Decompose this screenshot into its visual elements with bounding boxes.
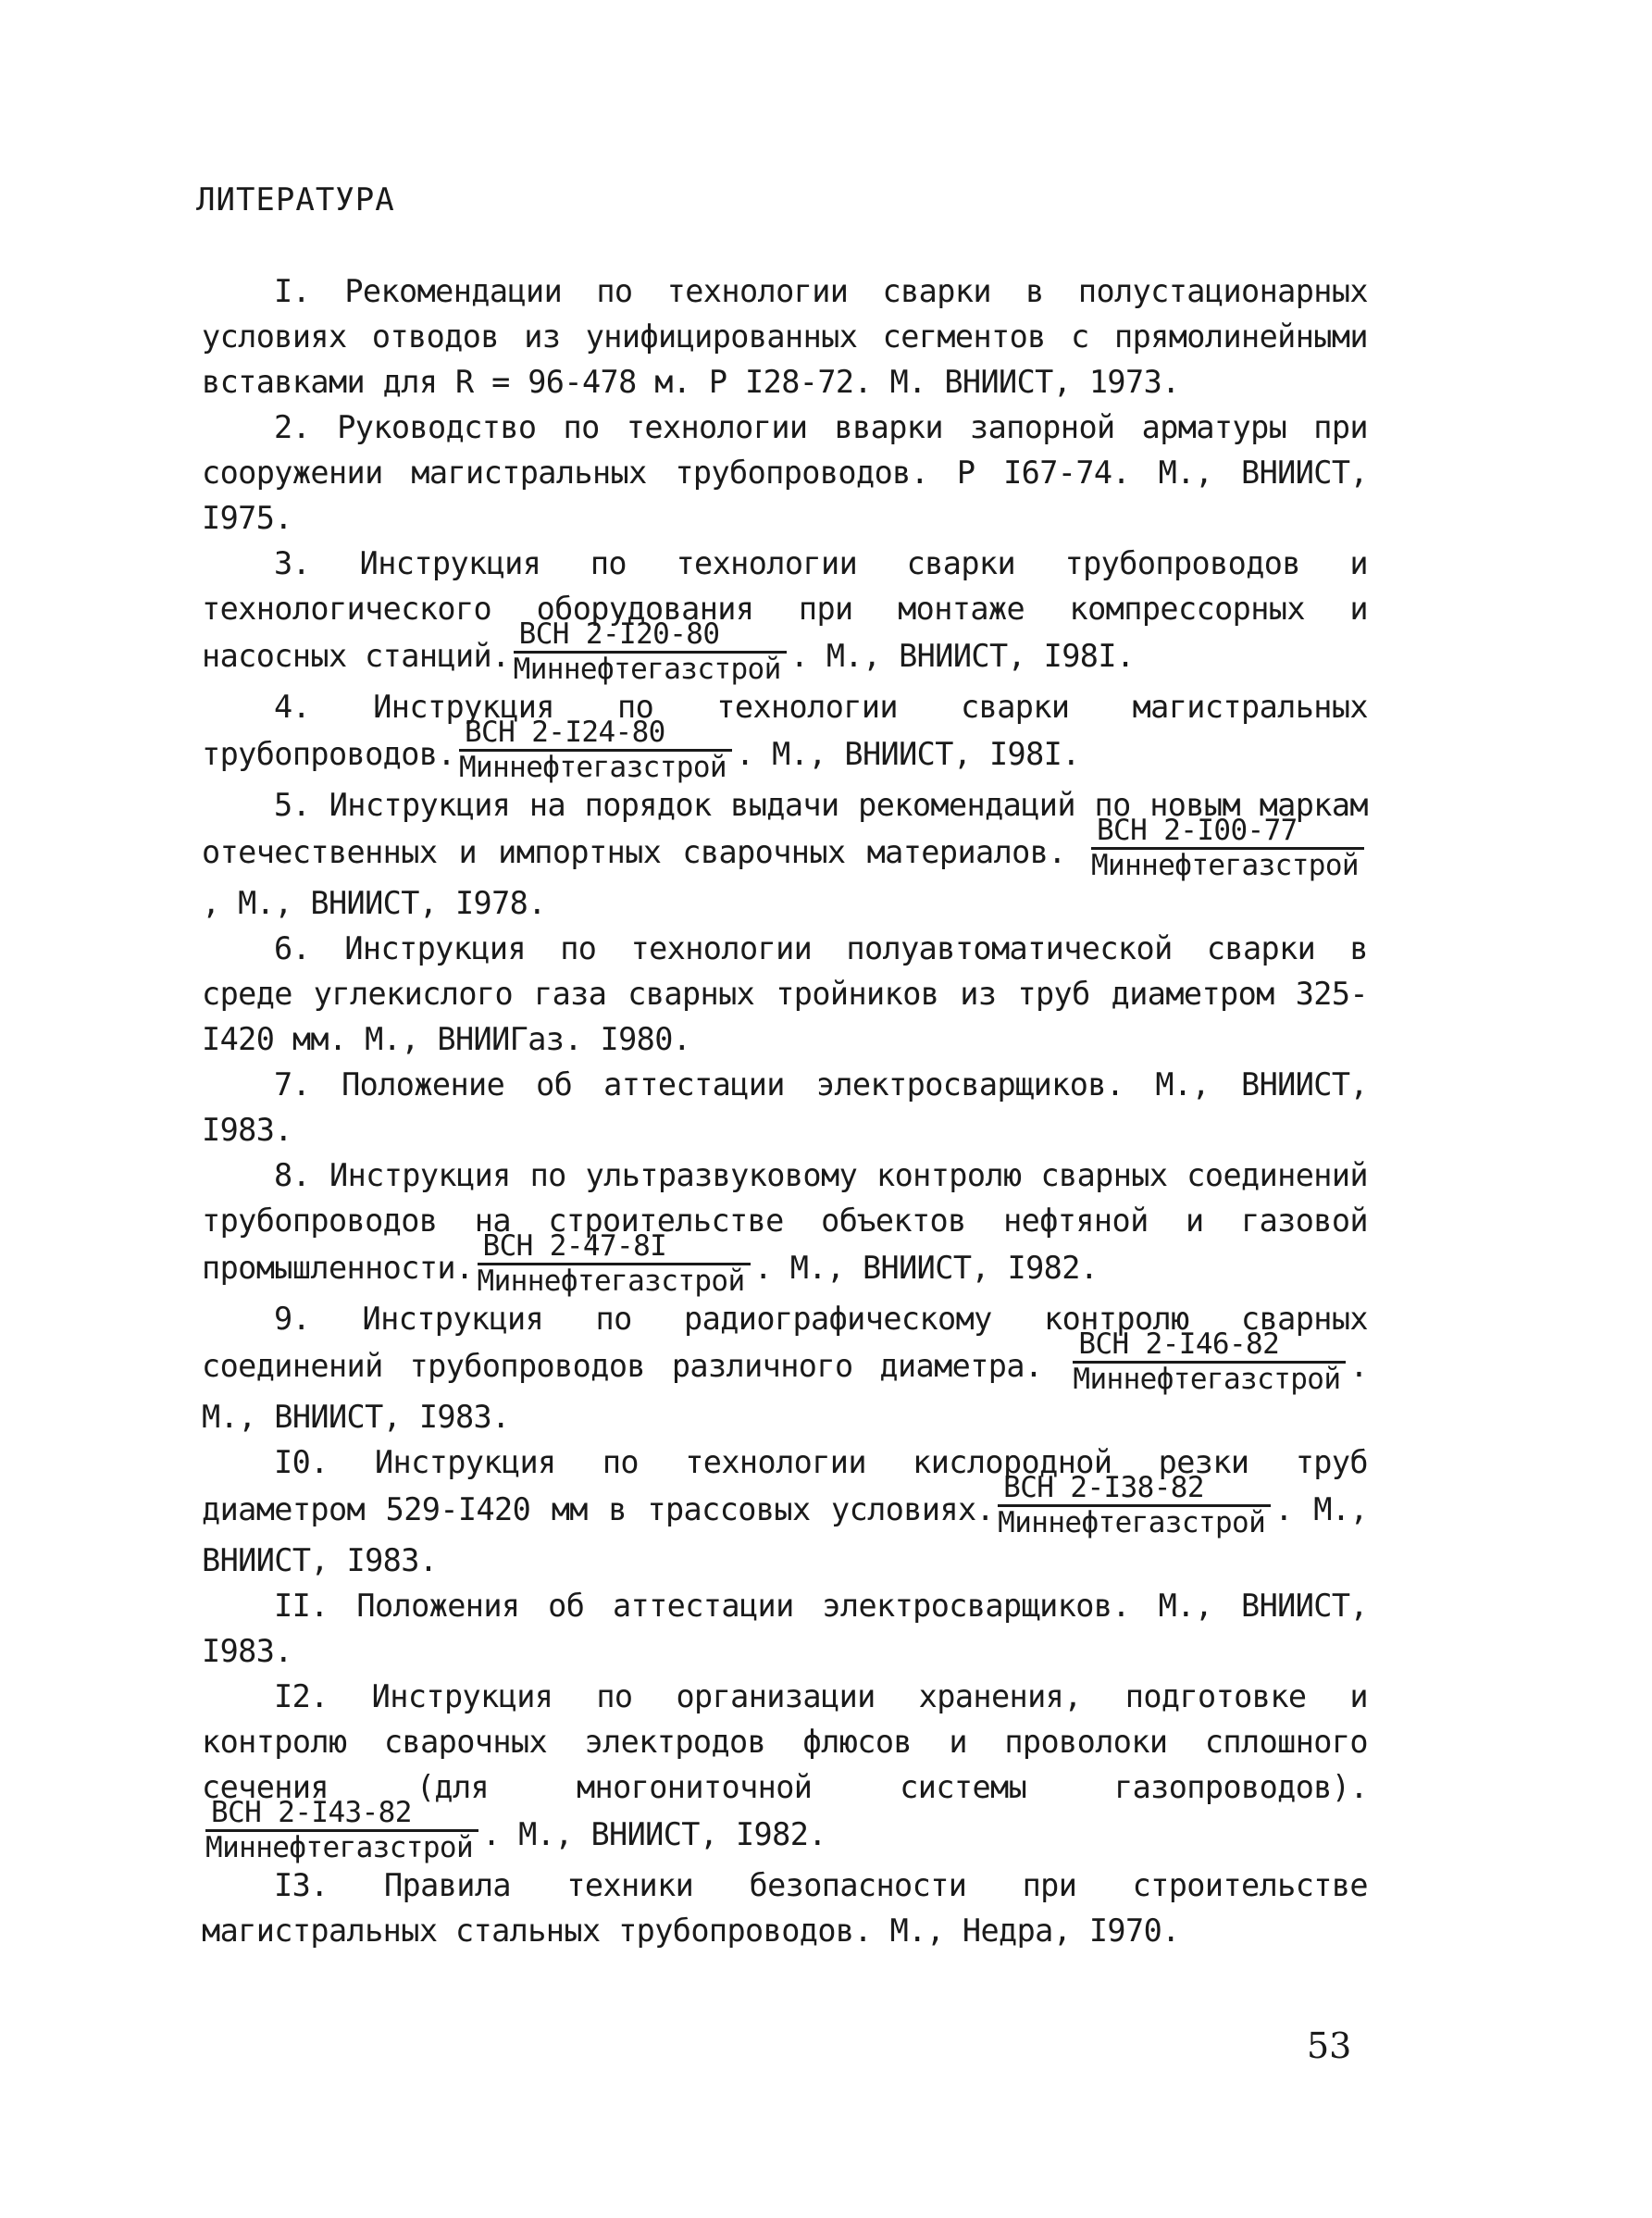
reference-publisher: . М., ВНИИСТ, I983. [202,1348,1368,1435]
reference-text: I2. Инструкция по организации хранения, подготовке и контролю сварочных электродов флюсов и проволоки сплошного сечения (для многониточной системы газопроводов). [202,1678,1368,1805]
standard-code-fraction [998,1471,1271,1539]
reference-publisher: . М., ВНИИСТ, I98I. [789,638,1135,674]
reference-text: 9. Инструкция по радиографическому контролю сварных соединений трубопроводов различного диаметра. [202,1301,1368,1384]
standard-code: ВСН 2-I38-82 [998,1474,1271,1507]
reference-item-4 [202,684,1368,782]
issuing-ministry: Миннефтегазстрой [477,1265,745,1298]
issuing-ministry: Миннефтегазстрой [998,1506,1266,1539]
reference-list [202,268,1368,1953]
standard-code: ВСН 2-I43-82 [205,1799,478,1832]
reference-item-12 [202,1674,1368,1863]
issuing-ministry: Миннефтегазстрой [458,751,727,784]
standard-code-fraction [513,617,787,686]
reference-item-3 [202,541,1368,684]
reference-text: 5. Инструкция на порядок выдачи рекомендаций по новым маркам отечественных и импортных сварочных материалов. [202,787,1368,870]
reference-publisher: . М., ВНИИСТ, I98I. [736,736,1080,772]
issuing-ministry: Миннефтегазстрой [205,1831,474,1864]
standard-code: ВСН 2-I46-82 [1073,1330,1346,1364]
page-heading: ЛИТЕРАТУРА [196,181,395,218]
issuing-ministry: Миннефтегазстрой [1090,849,1359,882]
reference-item-9 [202,1296,1368,1439]
standard-code-fraction [1091,816,1364,880]
reference-item-6 [202,926,1368,1062]
standard-code: ВСН 2-47-8I [478,1232,751,1265]
reference-item-13 [202,1863,1368,1953]
reference-item-8 [202,1153,1368,1296]
reference-text: 8. Инструкция по ультразвуковому контролю сварных соединений трубопроводов на строительстве объектов нефтяной и газовой промышленности. [202,1157,1368,1286]
reference-text: 4. Инструкция по технологии сварки магистральных трубопроводов. [202,689,1368,772]
standard-code-fraction [1073,1327,1346,1396]
standard-code: ВСН 2-I24-80 [459,718,732,752]
standard-code-fraction [477,1229,751,1298]
reference-text: 2. Руководство по технологии вварки запорной арматуры при сооружении магистральных трубопроводов. Р I67-74. М., ВНИИСТ, I975. [202,409,1368,536]
reference-text: I0. Инструкция по технологии кислородной резки труб диаметром 529-I420 мм в трассовых условиях. [202,1444,1368,1527]
reference-item-5 [202,782,1368,926]
standard-code-fraction [205,1796,478,1864]
reference-text: 3. Инструкция по технологии сварки трубопроводов и технологического оборудования при монтаже компрессорных и насосных станций. [202,545,1368,674]
reference-text: I3. Правила техники безопасности при строительстве магистральных стальных трубопроводов. М., Недра, I970. [202,1867,1368,1949]
reference-text: 7. Положение об аттестации электросварщиков. М., ВНИИСТ, I983. [202,1066,1368,1148]
reference-item-11 [202,1583,1368,1674]
standard-code: ВСН 2-I20-80 [514,620,787,654]
page-number: 53 [1307,2025,1352,2066]
reference-publisher: . М., ВНИИСТ, I982. [482,1816,826,1852]
reference-publisher: . М., ВНИИСТ, I982. [753,1250,1099,1286]
issuing-ministry: Миннефтегазстрой [513,653,781,686]
reference-text: I. Рекомендации по технологии сварки в полустационарных условиях отводов из унифицированных сегментов с прямолинейными вставками для R = 96-478 м. Р I28-72. М. ВНИИСТ, 1973. [202,273,1368,400]
standard-code-fraction [459,718,732,782]
issuing-ministry: Миннефтегазстрой [1073,1363,1341,1396]
reference-text: II. Положения об аттестации электросварщиков. М., ВНИИСТ, I983. [202,1588,1368,1669]
reference-item-7 [202,1062,1368,1153]
reference-publisher: , М., ВНИИСТ, I978. [202,885,546,921]
reference-publisher: . М., ВНИИСТ, I983. [202,1491,1368,1578]
standard-code: ВСН 2-I00-77 [1091,816,1364,850]
reference-item-1 [202,268,1368,405]
reference-item-2 [202,405,1368,541]
reference-text: 6. Инструкция по технологии полуавтоматической сварки в среде углекислого газа сварных тройников из труб диаметром 325-I420 мм. М., ВНИИГаз. I980. [202,930,1368,1057]
reference-item-10 [202,1439,1368,1583]
